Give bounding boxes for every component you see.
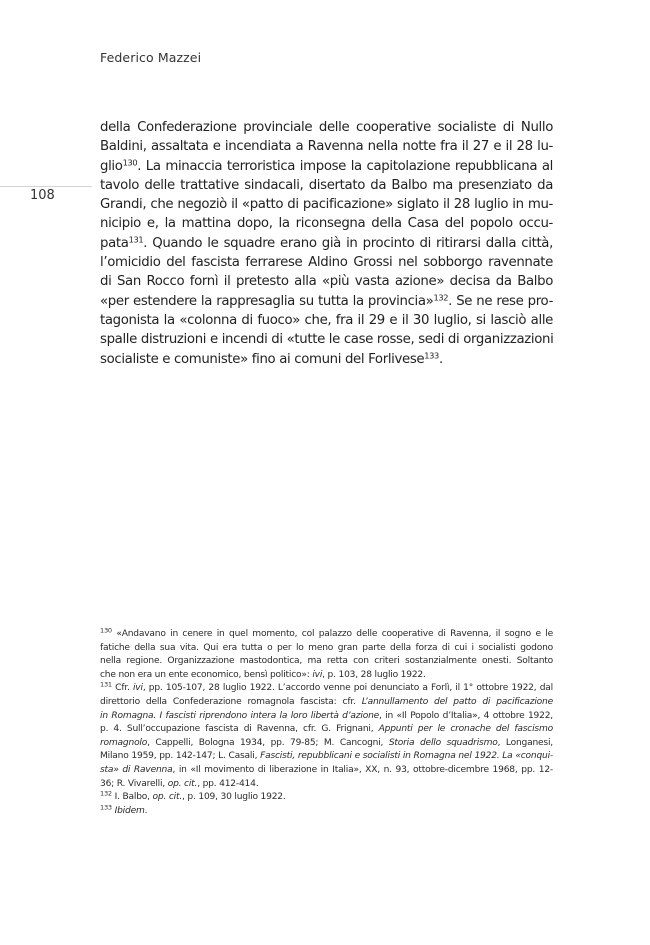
body-line: pata$^{131}$. Quando le squadre erano già in procinto di ritirarsi dalla città,	[100, 234, 553, 251]
body-line: l’omicidio del fascista ferrarese Aldino Grossi nel sobborgo ravennate	[100, 255, 553, 271]
body-line: tagonista la «colonna di fuoco» che, fra il 29 e il 30 luglio, si lasciò alle	[100, 312, 553, 328]
footnote-131: $^{131}$ Cfr. ivi, pp. 105-107, 28 luglio 1922. L’accordo venne poi denunciato a Forlì, il 1° ottobre 1922, dal direttorio della Confederazione romagnola fascista: cfr. L’annullamento del patto di pacificazione in Romagna. I fascisti riprendono intera la loro libertà d’azione, in «Il Popolo d’Italia», 4 ottobre 1922, p. 4. Sull’occupazione fascista di Ravenna, cfr. G. Frignani, Appunti per le cronache del fascismo romagnolo, Cappelli, Bologna 1934, pp. 79-85; M. Cancogni, Storia dello squadrismo, Longanesi, Milano 1959, pp. 142-147; L. Casali, Fascisti, repubblicani e socialisti in Romagna nel 1922. La «conqui- sta» di Ravenna, in «Il movimento di liberazione in Italia», XX, n. 93, ottobre-dicembre 1968, pp. 12- 36; R. Vivarelli, op. cit., pp. 412-414.	[100, 681, 554, 789]
body-line: socialiste e comuniste» fino ai comuni del Forlivese$^{133}$.	[100, 350, 443, 367]
body-line: Baldini, assaltata e incendiata a Ravenna nella notte fra il 27 e il 28 lu-	[100, 139, 553, 155]
body-line: tavolo delle trattative sindacali, disertato da Balbo ma presenziato da	[100, 177, 553, 193]
footnote-number: 130	[100, 626, 112, 635]
footnote-130: $^{130}$ «Andavano in cenere in quel momento, col palazzo delle cooperative di Ravenna, il sogno e le fatiche della sua vita. Qui era tutta o per lo meno gran parte della forza di cui i socialisti godono nella regione. Organizzazione mastodontica, ma retta con criteri sostanzialmente onesti. Soltanto che non era un ente economico, bensì politico»: ivi, p. 103, 28 luglio 1922.	[100, 626, 553, 680]
footnote-ref-133[interactable]: 133	[424, 350, 439, 361]
footnote-number: 133	[100, 803, 112, 812]
page-number: 108	[30, 188, 55, 203]
body-line: glio$^{130}$. La minaccia terroristica impose la capitolazione repubblicana al	[100, 157, 553, 174]
body-line: spalle distruzioni e incendi di «tutte le case rosse, sedi di organizzazioni	[100, 332, 554, 348]
footnote-ref-131[interactable]: 131	[128, 234, 144, 245]
body-line: nicipio e, la mattina dopo, la riconsegna della Casa del popolo occu-	[100, 216, 553, 232]
body-line: Grandi, che negoziò il «patto di pacificazione» siglato il 28 luglio in mu-	[100, 197, 553, 213]
body-line: «per estendere la rappresaglia su tutta la provincia»$^{132}$. Se ne rese pro-	[100, 292, 554, 309]
footnotes	[100, 628, 553, 818]
footnote-ref-130[interactable]: 130	[122, 157, 138, 168]
margin-rule	[0, 186, 92, 187]
body-paragraph	[100, 118, 553, 369]
footnote-133: $^{133}$ Ibidem.	[100, 803, 148, 816]
footnote-number: 131	[100, 681, 112, 690]
body-line: di San Rocco fornì il pretesto alla «più vasta azione» decisa da Balbo	[100, 274, 553, 290]
running-head: Federico Mazzei	[100, 50, 202, 65]
footnote-ref-132[interactable]: 132	[433, 292, 449, 303]
footnote-132: $^{132}$ I. Balbo, op. cit., p. 109, 30 luglio 1922.	[100, 789, 286, 803]
footnote-number: 132	[100, 789, 112, 798]
body-line: della Confederazione provinciale delle cooperative socialiste di Nullo	[100, 120, 553, 135]
